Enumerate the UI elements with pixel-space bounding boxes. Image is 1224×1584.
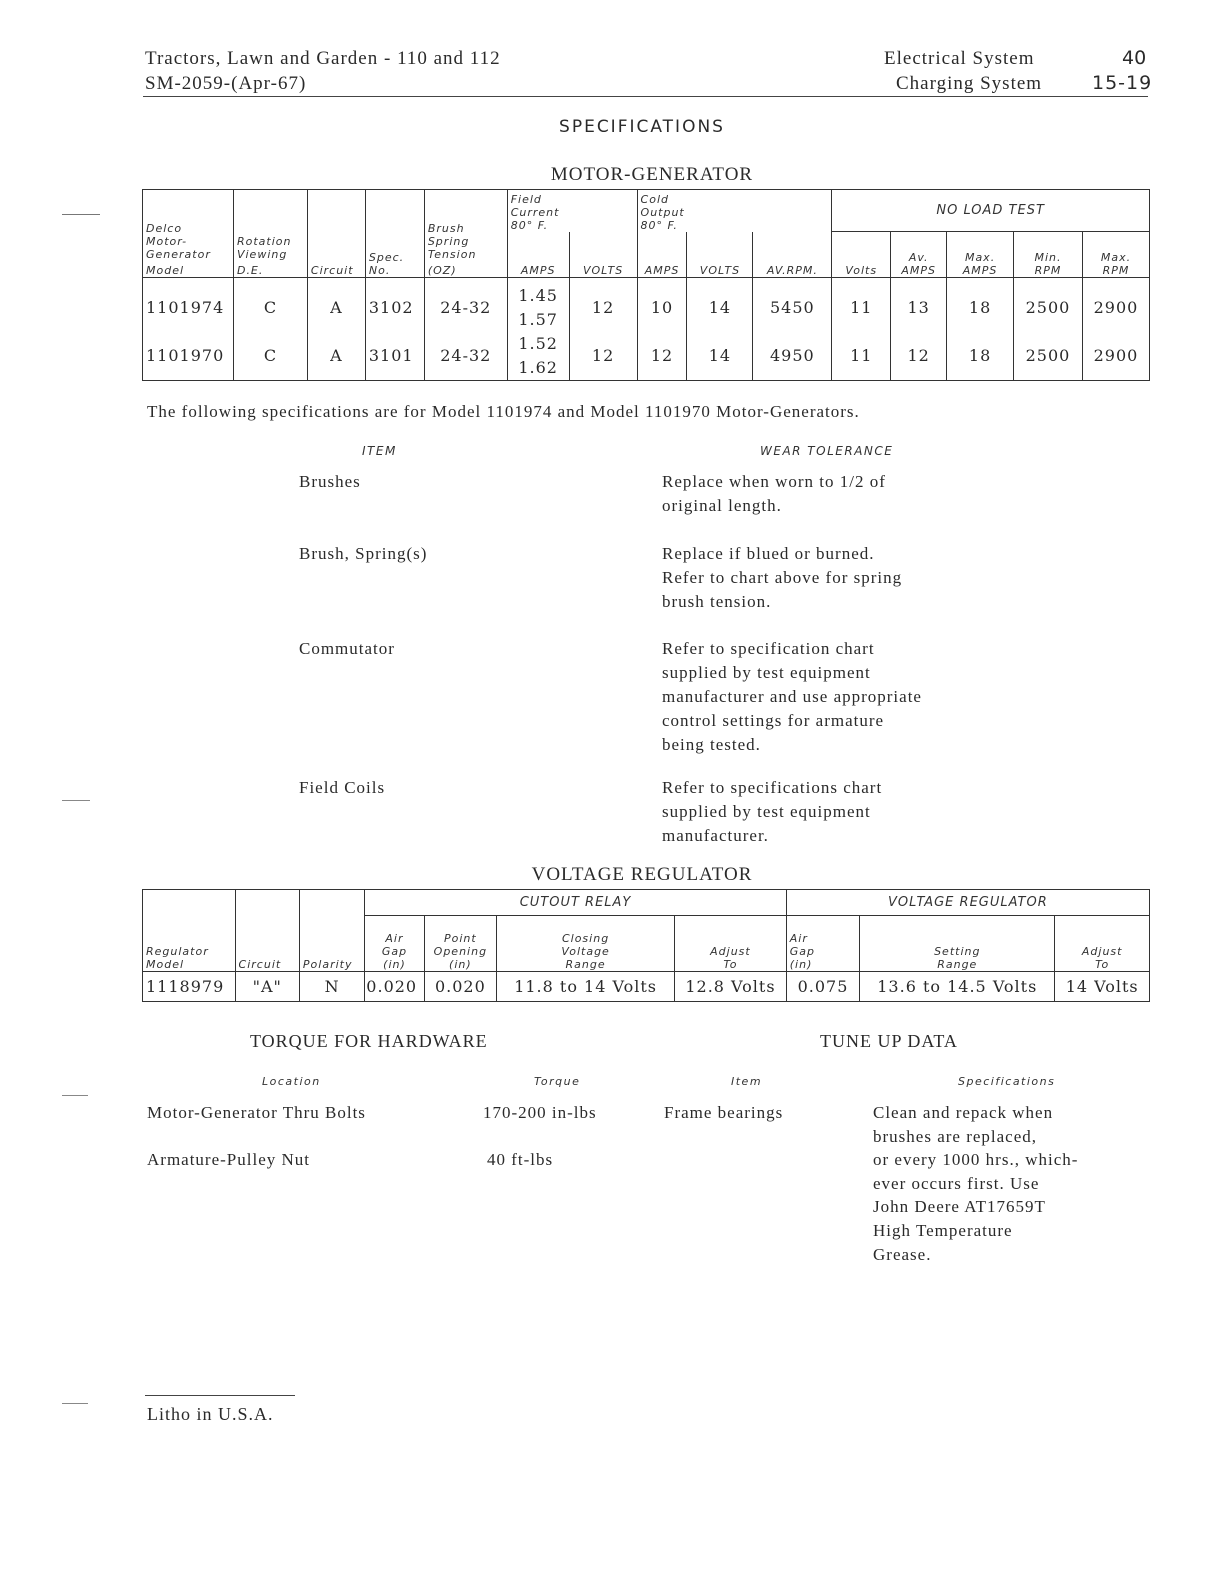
footer-rule <box>145 1395 295 1396</box>
page-title: SPECIFICATIONS <box>559 117 725 137</box>
table-row: 1101974 1101970 C C A A 3102 3101 24-32 24-32 1.45 1.57 1.52 1.62 12 12 10 12 14 14 5450 4950 11 11 13 12 18 18 2500 2500 2900 2900 <box>143 278 1150 381</box>
header-nl-max-amps: Max. AMPS <box>947 232 1014 278</box>
wear-item: Brushes <box>299 472 361 491</box>
header-polarity: Polarity <box>299 890 364 972</box>
torque-caption: TORQUE FOR HARDWARE <box>250 1031 488 1051</box>
motor-generator-table <box>142 189 1150 381</box>
header-co-rpm: AV.RPM. <box>753 232 832 278</box>
item-heading: ITEM <box>362 444 397 458</box>
doc-number: SM-2059-(Apr-67) <box>145 73 307 94</box>
header-voltage-regulator: VOLTAGE REGULATOR <box>786 890 1149 916</box>
tune-spec-heading: Specifications <box>958 1075 1056 1088</box>
wear-tolerance: Replace if blued or burned. Refer to chart above for spring brush tension. <box>662 544 903 611</box>
torque-heading: Torque <box>534 1075 581 1088</box>
header-no-load-test: NO LOAD TEST <box>832 190 1150 232</box>
page-number: 40 <box>1122 47 1147 69</box>
header-cr-adjust: Adjust To <box>675 916 787 972</box>
torque-value: 170-200 in-lbs <box>483 1103 597 1122</box>
section-title: Electrical System <box>884 48 1035 69</box>
torque-value: 40 ft-lbs <box>487 1150 554 1169</box>
header-vr-air-gap: Air Gap (in) <box>786 916 859 972</box>
header-cr-air-gap: Air Gap (in) <box>365 916 424 972</box>
header-co-volts: VOLTS <box>687 232 753 278</box>
wear-item: Brush, Spring(s) <box>299 544 428 563</box>
wear-tolerance: Replace when worn to 1/2 of original length. <box>662 472 886 515</box>
footer-litho: Litho in U.S.A. <box>147 1404 274 1424</box>
header-circuit: Circuit <box>307 190 365 278</box>
margin-mark <box>62 1095 88 1096</box>
wear-item: Commutator <box>299 639 395 658</box>
header-circuit: Circuit <box>235 890 299 972</box>
header-rule <box>143 96 1148 97</box>
tune-item: Frame bearings <box>664 1103 784 1122</box>
voltage-regulator-caption: VOLTAGE REGULATOR <box>531 864 753 885</box>
header-fc-amps: AMPS <box>507 232 569 278</box>
torque-location: Motor-Generator Thru Bolts <box>147 1103 366 1122</box>
wear-tolerance-heading: WEAR TOLERANCE <box>760 444 894 458</box>
header-nl-av-amps: Av. AMPS <box>891 232 947 278</box>
header-cr-point-opening: Point Opening (in) <box>424 916 496 972</box>
header-fc-volts: VOLTS <box>569 232 637 278</box>
header-nl-min-rpm: Min. RPM <box>1014 232 1083 278</box>
tune-spec: Clean and repack when brushes are replaced, or every 1000 hrs., which- ever occurs first. Use John Deere AT17659T High Temperature Grease. <box>873 1103 1079 1264</box>
doc-title: Tractors, Lawn and Garden - 110 and 112 <box>145 48 501 69</box>
section-number: 15-19 <box>1092 72 1153 94</box>
torque-location: Armature-Pulley Nut <box>147 1150 310 1169</box>
header-spec-no: Spec. No. <box>365 190 424 278</box>
wear-tolerance: Refer to specifications chart supplied by test equipment manufacturer. <box>662 778 883 845</box>
wear-tolerance: Refer to specification chart supplied by test equipment manufacturer and use appropriate control settings for armature being tested. <box>662 639 922 754</box>
header-cold-output: Cold Output 80° F. <box>637 190 832 232</box>
margin-mark <box>62 1403 88 1404</box>
subsection-title: Charging System <box>896 73 1043 94</box>
header-field-current: Field Current 80° F. <box>507 190 637 232</box>
header-model: Delco Motor- Generator Model <box>143 190 234 278</box>
tune-up-caption: TUNE UP DATA <box>820 1031 958 1051</box>
header-rotation: Rotation Viewing D.E. <box>233 190 307 278</box>
header-co-amps: AMPS <box>637 232 687 278</box>
header-vr-adjust: Adjust To <box>1055 916 1150 972</box>
motor-generator-caption: MOTOR-GENERATOR <box>550 164 754 185</box>
margin-mark <box>62 214 100 215</box>
header-nl-volts: Volts <box>832 232 891 278</box>
location-heading: Location <box>262 1075 321 1088</box>
header-cutout-relay: CUTOUT RELAY <box>365 890 786 916</box>
tune-item-heading: Item <box>731 1075 763 1088</box>
header-brush-tension: Brush Spring Tension (OZ) <box>424 190 507 278</box>
header-cr-closing-voltage: Closing Voltage Range <box>497 916 675 972</box>
header-vr-setting: Setting Range <box>860 916 1055 972</box>
margin-mark <box>62 800 90 801</box>
wear-item: Field Coils <box>299 778 386 797</box>
intro-sentence: The following specifications are for Model 1101974 and Model 1101970 Motor-Generators. <box>147 402 860 421</box>
header-nl-max-rpm: Max. RPM <box>1082 232 1149 278</box>
table-row: 1118979 "A" N 0.020 0.020 11.8 to 14 Volts 12.8 Volts 0.075 13.6 to 14.5 Volts 14 Volts <box>143 972 1150 1002</box>
header-regulator-model: Regulator Model <box>143 890 236 972</box>
voltage-regulator-table <box>142 889 1150 1002</box>
